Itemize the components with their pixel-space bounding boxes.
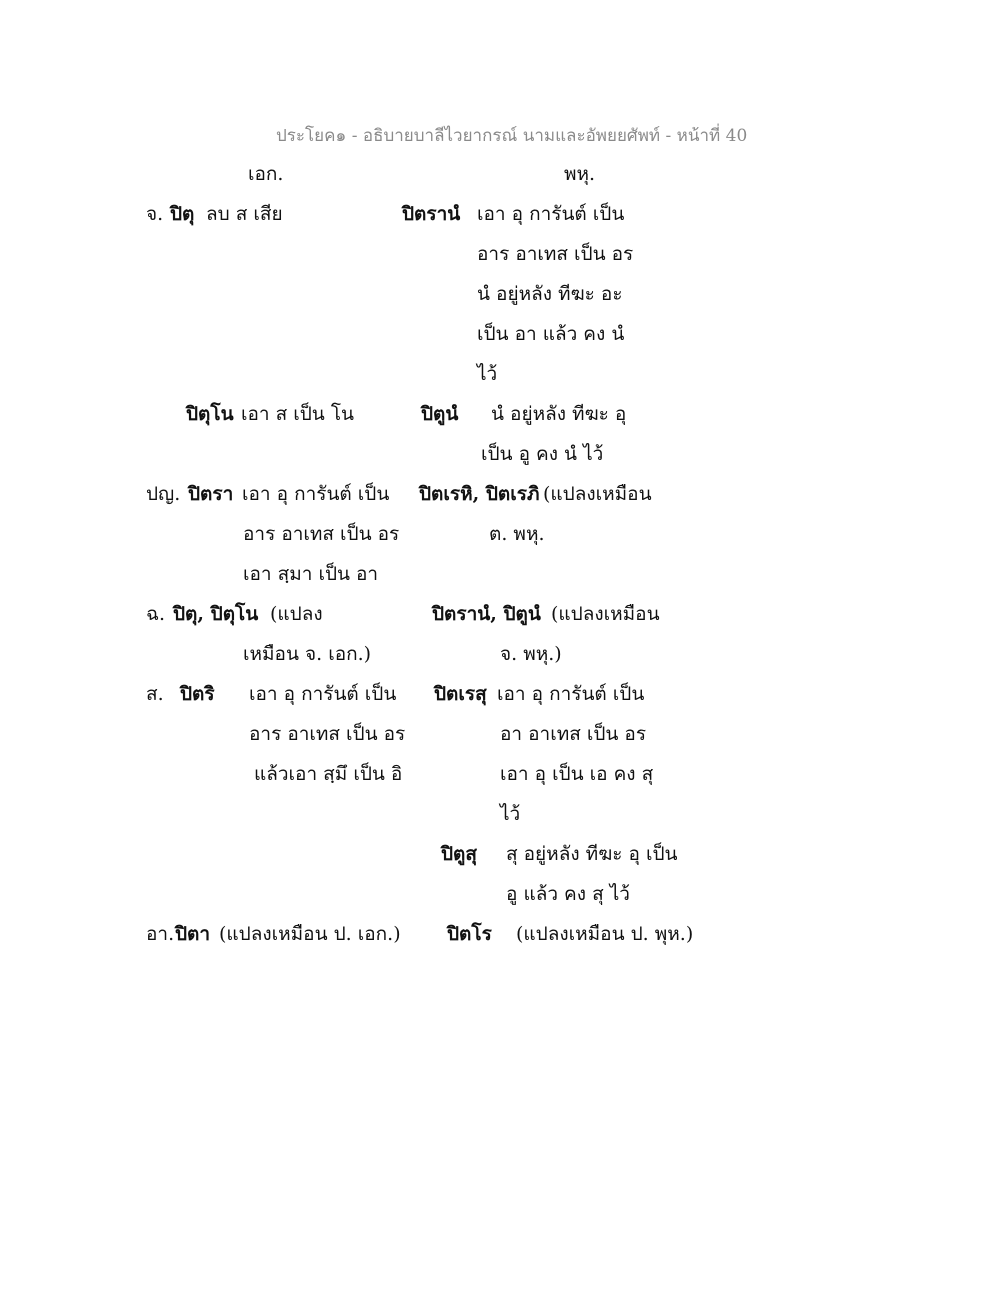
plural-line: สุ อยู่หลัง ทีฆะ อุ เป็น [506, 843, 678, 865]
case-label-ca: จ. [146, 203, 164, 225]
plural-line: ไว้ [500, 803, 521, 825]
singular-line: อาร อาเทส เป็น อร [249, 723, 406, 745]
case-label-chat: ฉ. [146, 603, 165, 625]
plural-line: จ. พหุ.) [500, 643, 562, 665]
plural-line: เป็น อา แล้ว คง นํ [477, 323, 625, 345]
singular-text-ca2: เอา ส เป็น โน [241, 403, 355, 425]
plural-line: ไว้ [477, 363, 498, 385]
plural-word-alap: ปิตโร [447, 923, 492, 945]
case-label-panc: ปญ. [146, 483, 181, 505]
col-head-singular: เอก. [248, 163, 284, 185]
plural-line: อู แล้ว คง สุ ไว้ [506, 883, 630, 905]
singular-line: เหมือน จ. เอก.) [243, 643, 372, 665]
col-head-plural: พหุ. [564, 163, 596, 185]
singular-line: (แปลง [270, 603, 323, 625]
plural-word-sat: ปิตเรสุ [434, 683, 487, 705]
singular-word-ca2: ปิตุโน [186, 403, 234, 425]
plural-line: ต. พหุ. [489, 523, 545, 545]
plural-line: (แปลงเหมือน [543, 483, 652, 505]
plural-line: อาร อาเทส เป็น อร [477, 243, 634, 265]
singular-word-panc: ปิตรา [188, 483, 234, 505]
singular-word-ca: ปิตุ [170, 203, 195, 225]
plural-word-sat2: ปิตูสุ [441, 843, 477, 865]
singular-word-sat: ปิตริ [180, 683, 215, 705]
singular-line: แล้วเอา สฺมึ เป็น อิ [254, 763, 403, 785]
plural-word-ca: ปิตรานํ [402, 203, 461, 225]
singular-word-chat: ปิตุ, ปิตุโน [173, 603, 259, 625]
case-label-sat: ส. [146, 683, 164, 705]
page-header: ประโยค๑ - อธิบายบาลีไวยากรณ์ นามและอัพยยศัพท์ - หน้าที่ 40 [276, 126, 748, 146]
singular-text-alap: (แปลงเหมือน ป. เอก.) [219, 923, 401, 945]
plural-line: นํ อยู่หลัง ทีฆะ อุ [491, 403, 627, 425]
plural-line: (แปลงเหมือน [551, 603, 660, 625]
singular-text-ca: ลบ ส เสีย [206, 203, 283, 225]
singular-line: เอา อุ การันต์ เป็น [242, 483, 390, 505]
singular-line: เอา สฺมา เป็น อา [243, 563, 379, 585]
plural-text-alap: (แปลงเหมือน ป. พุห.) [516, 923, 694, 945]
plural-line: อา อาเทส เป็น อร [500, 723, 647, 745]
singular-word-alap: ปิตา [175, 923, 211, 945]
plural-line: นํ อยู่หลัง ทีฆะ อะ [477, 283, 623, 305]
plural-line: เอา อุ การันต์ เป็น [497, 683, 645, 705]
plural-word-ca2: ปิตูนํ [421, 403, 459, 425]
singular-line: เอา อุ การันต์ เป็น [249, 683, 397, 705]
plural-line: เอา อุ การันต์ เป็น [477, 203, 625, 225]
plural-word-panc: ปิตเรหิ, ปิตเรภิ [419, 483, 540, 505]
singular-line: อาร อาเทส เป็น อร [243, 523, 400, 545]
plural-word-chat: ปิตรานํ, ปิตูนํ [432, 603, 541, 625]
case-label-alap: อา. [146, 923, 175, 945]
plural-line: เป็น อู คง นํ ไว้ [481, 443, 604, 465]
plural-line: เอา อุ เป็น เอ คง สุ [500, 763, 654, 785]
